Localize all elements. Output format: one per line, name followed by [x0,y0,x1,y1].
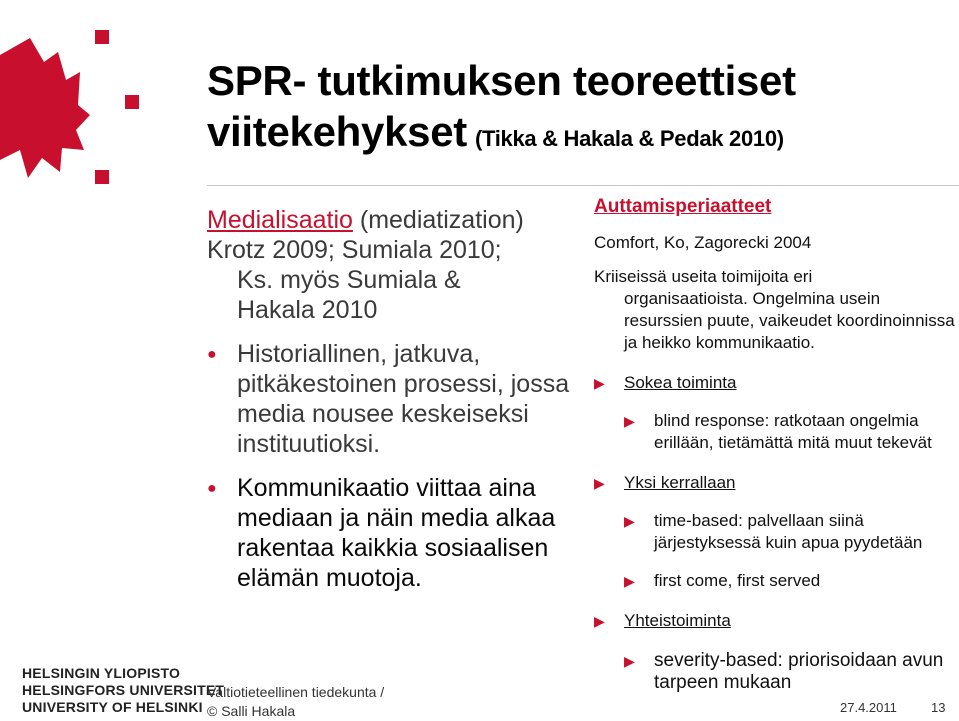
footer-faculty [207,683,384,721]
footer-page-number: 13 [931,700,946,715]
slide-title [207,55,796,157]
right-intro-rest: organisaatioista. Ongelmina usein resurssien puute, vaikeudet koordinoinnissa ja heikko kommunikaatio. [624,289,955,352]
right-bullet-yhteis [594,610,959,632]
bullet-dot-icon: ● [207,346,217,363]
right-heading: Auttamisperiaatteet [594,196,772,217]
right-subbullet-severity [594,650,959,694]
right-reference: Comfort, Ko, Zagorecki 2004 [594,233,812,252]
left-heading-rest: (mediatization) [352,206,524,234]
bullet-dot-icon: ● [207,480,217,497]
title-line-2-text: viitekehykset [207,108,467,156]
bullet-triangle-icon: ▶ [594,613,605,629]
right-subbullet-time [594,510,959,554]
university-line-3: UNIVERSITY OF HELSINKI [22,699,203,715]
right-column [594,196,959,694]
right-subbullet-first-text: first come, first served [654,571,821,590]
medialisaatio-link: Medialisaatio [207,206,353,234]
left-bullet-2-text: Kommunikaatio viittaa aina mediaan ja näin media alkaa rakentaa kaikkia sosiaalisen elämän muotoja. [237,474,556,592]
university-name [22,665,224,716]
footer-date: 27.4.2011 [840,700,897,715]
university-flame-logo [0,0,190,200]
right-subbullet-blind [594,410,959,454]
right-bullet-yksi-label: Yksi kerrallaan [624,473,736,492]
bullet-triangle-icon: ▶ [624,653,635,669]
right-bullet-yhteis-label: Yhteistoiminta [624,611,731,630]
right-subbullet-blind-text: blind response: ratkotaan ongelmia erillään, tietämättä mitä muut tekevät [654,411,932,452]
right-subbullet-time-text: time-based: palvellaan siinä järjestyksessä kuin apua pyydetään [654,511,923,552]
bullet-triangle-icon: ▶ [594,475,605,491]
refs-line-1: Krotz 2009; Sumiala 2010; [207,236,502,264]
right-intro-line-1: Kriiseissä useita toimijoita eri [594,267,813,286]
right-bullet-sokea [594,372,959,394]
title-line-1: SPR- tutkimuksen teoreettiset [207,57,796,104]
left-bullet-1-text: Historiallinen, jatkuva, pitkäkestoinen prosessi, jossa media nousee keskeiseksi instituutioksi. [237,340,570,458]
right-bullet-yksi [594,472,959,494]
left-bullet-2 [207,473,587,593]
title-subtitle: (Tikka & Hakala & Pedak 2010) [474,126,784,152]
bullet-triangle-icon: ▶ [624,513,635,529]
right-subbullet-first [594,570,959,592]
right-subbullet-severity-text: severity-based: priorisoidaan avun tarpeen mukaan [654,650,944,693]
bullet-triangle-icon: ▶ [594,375,605,391]
title-line-2 [207,106,796,157]
right-bullet-sokea-label: Sokea toiminta [624,373,737,392]
bullet-triangle-icon: ▶ [624,413,635,429]
refs-line-2: Ks. myös Sumiala & [237,266,461,294]
title-divider [207,185,959,186]
university-line-1: HELSINGIN YLIOPISTO [22,665,181,681]
university-line-2: HELSINGFORS UNIVERSITET [22,682,225,698]
left-bullet-1 [207,339,587,459]
bullet-triangle-icon: ▶ [624,573,635,589]
refs-line-3: Hakala 2010 [237,296,378,324]
left-heading [207,205,587,235]
left-column [207,205,587,593]
footer-author: © Salli Hakala [207,703,296,719]
footer-faculty-text: Valtiotieteellinen tiedekunta / [207,684,385,700]
